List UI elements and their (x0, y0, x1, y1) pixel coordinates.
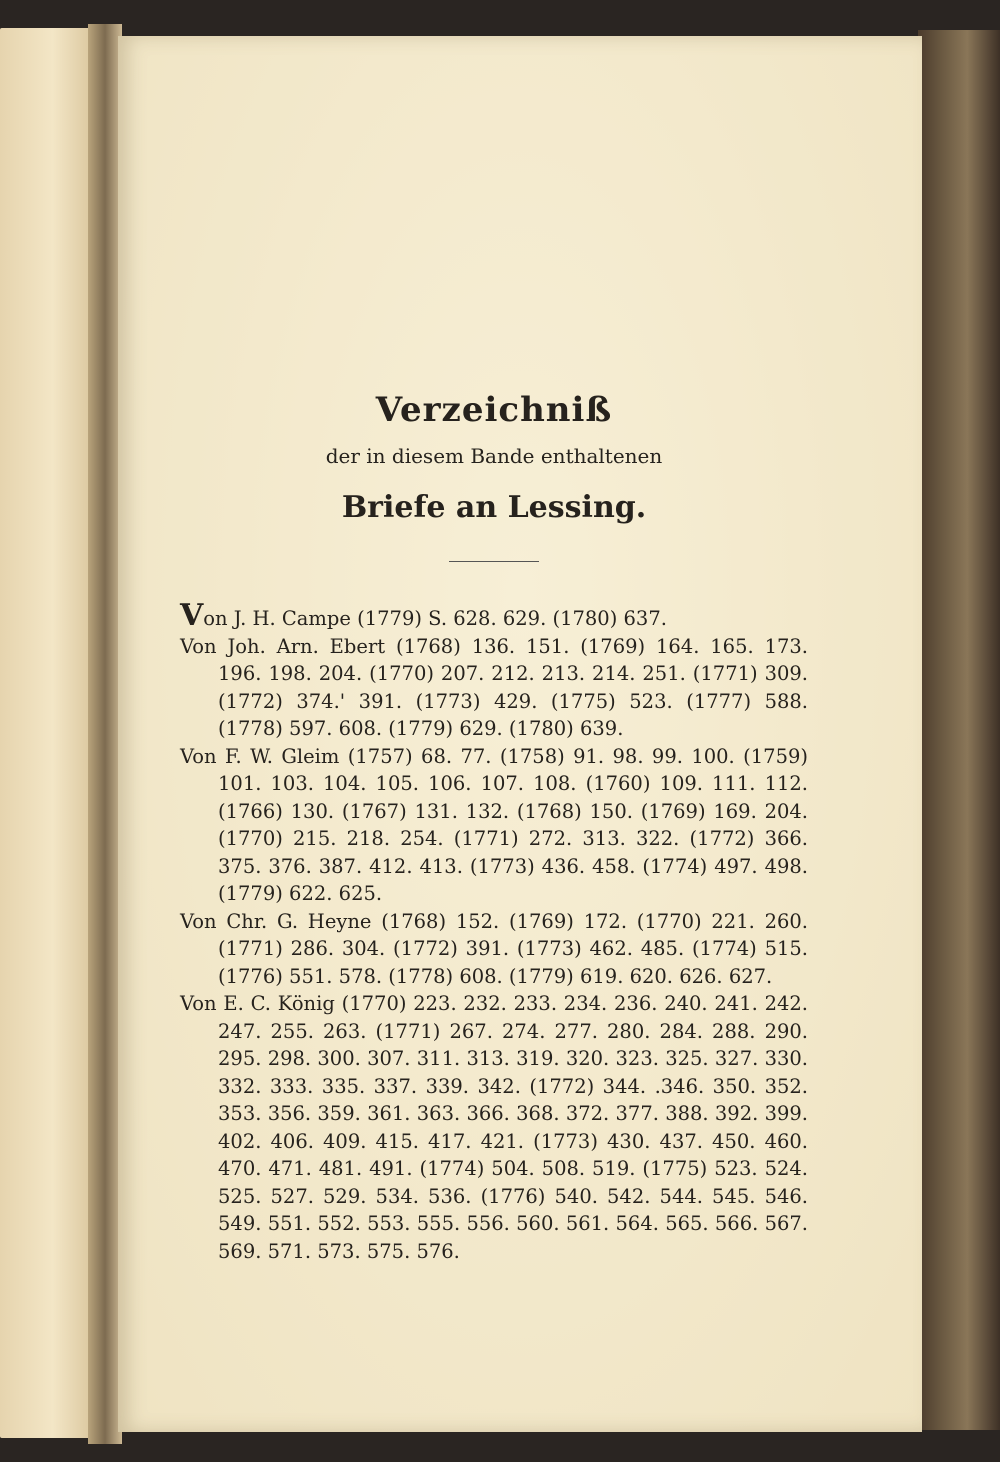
left-page (0, 28, 96, 1438)
page-subtitle: der in diesem Bande enthaltenen (325, 444, 663, 468)
entry-text: Von F. W. Gleim (1757) 68. 77. (1758) 91. 98. 99. 100. (1759) 101. 103. 104. 105. 106. 107. 108. (1760) 109. 111. 112. (1766) 130. (1767) 131. 132. (1768) 150. (1769) 169. 204. (1770) 215. 218. 254. (1771) 272. 313. 322. (1772) 366. 375. 376. 387. 412. 413. (1773) 436. 458. (1774) 497. 498. (1779) 622. 625. (180, 744, 808, 905)
index-entry (180, 990, 808, 1265)
index-entry (180, 908, 808, 991)
letter-index (180, 598, 808, 1265)
entry-text: Von Joh. Arn. Ebert (1768) 136. 151. (1769) 164. 165. 173. 196. 198. 204. (1770) 207. 212. 213. 214. 251. (1771) 309. (1772) 374.' 391. (1773) 429. (1775) 523. (1777) 588. (1778) 597. 608. (1779) 629. (1780) 639. (180, 634, 808, 740)
index-entry (180, 633, 808, 743)
page-title: Verzeichniß (375, 390, 613, 430)
divider (449, 561, 539, 562)
drop-initial: V (180, 598, 204, 633)
page-content (180, 356, 808, 1265)
book-gutter (88, 24, 122, 1444)
section-heading: Briefe an Lessing. (341, 490, 647, 525)
index-entry (180, 598, 808, 633)
entry-text: Von Chr. G. Heyne (1768) 152. (1769) 172. (1770) 221. 260. (1771) 286. 304. (1772) 391. (1773) 462. 485. (1774) 515. (1776) 551. 578. (1778) 608. (1779) 619. 620. 626. 627. (180, 909, 808, 988)
entry-text: on J. H. Campe (1779) S. 628. 629. (1780) 637. (203, 607, 667, 630)
entry-text: Von E. C. König (1770) 223. 232. 233. 234. 236. 240. 241. 242. 247. 255. 263. (1771) 267. 274. 277. 280. 284. 288. 290. 295. 298. 300. 307. 311. 313. 319. 320. 323. 325. 327. 330. 332. 333. 335. 337. 339. 342. (1772) 344. .346. 350. 352. 353. 356. 359. 361. 363. 366. 368. 372. 377. 388. 392. 399. 402. 406. 409. 415. 417. 421. (1773) 430. 437. 450. 460. 470. 471. 481. 491. (1774) 504. 508. 519. (1775) 523. 524. 525. 527. 529. 534. 536. (1776) 540. 542. 544. 545. 546. 549. 551. 552. 553. 555. 556. 560. 561. 564. 565. 566. 567. 569. 571. 573. 575. 576. (180, 992, 808, 1263)
index-entry (180, 743, 808, 908)
book-edge (918, 30, 1000, 1430)
book-page (118, 36, 922, 1432)
